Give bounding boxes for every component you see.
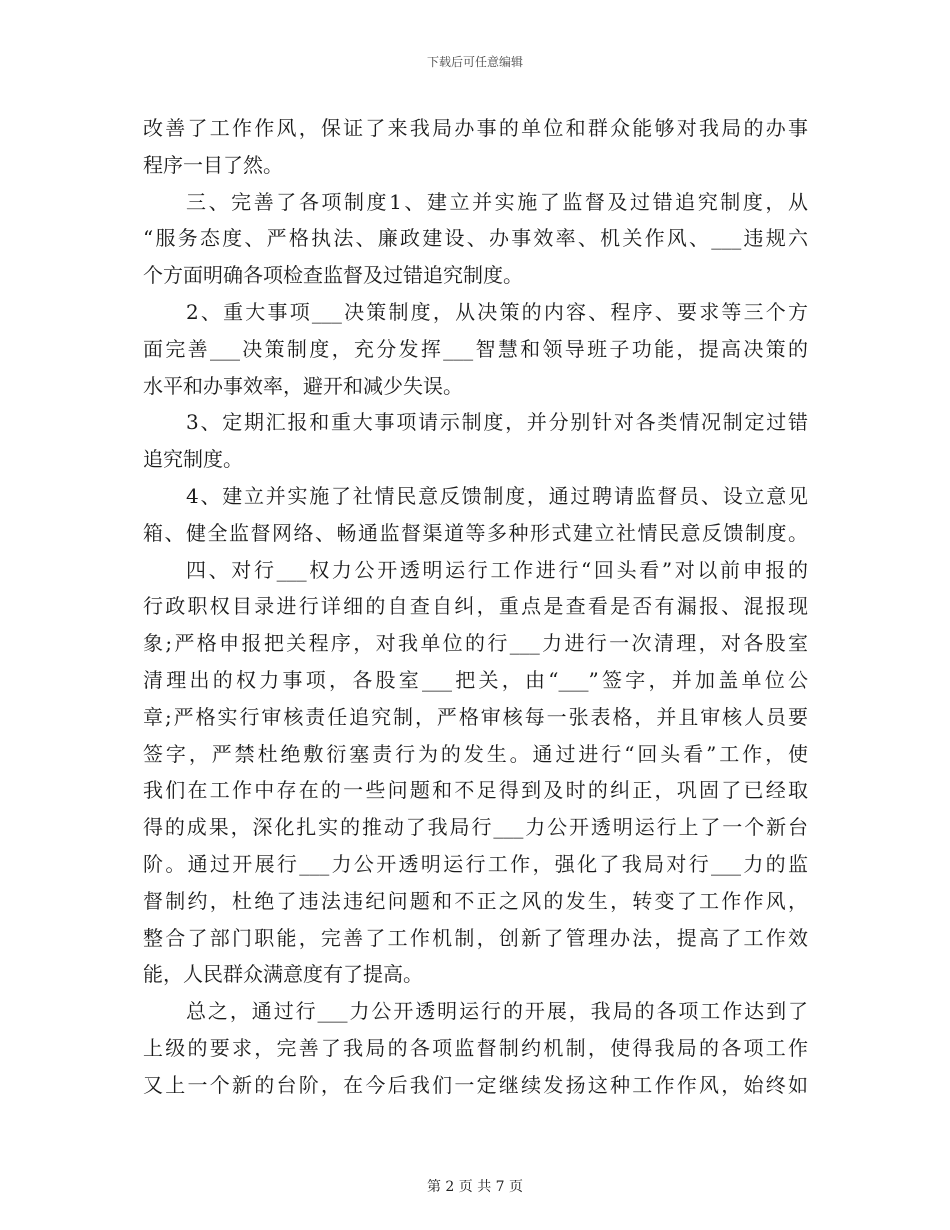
text-line: 追究制度。 bbox=[143, 447, 243, 472]
text-line: 改善了工作作风，保证了来我局办事的单位和群众能够对我局的办事 bbox=[143, 116, 808, 140]
text-line: 能，人民群众满意度有了提高。 bbox=[143, 962, 423, 987]
text-line: 水平和办事效率，避开和减少失误。 bbox=[143, 373, 463, 398]
text-line: 总之，通过行___力公开透明运行的开展，我局的各项工作达到了 bbox=[186, 999, 808, 1024]
text-line: 行政职权目录进行详细的自查自纠，重点是查看是否有漏报、混报现 bbox=[143, 594, 808, 619]
text-line: 三、完善了各项制度1、建立并实施了监督及过错追究制度，从 bbox=[186, 189, 808, 214]
page-header-note: 下载后可任意编辑 bbox=[426, 55, 523, 69]
text-line: 整合了部门职能，完善了工作机制，创新了管理办法，提高了工作效 bbox=[143, 925, 808, 950]
text-line: 签字，严禁杜绝敷衍塞责行为的发生。通过进行“回头看”工作，使 bbox=[143, 741, 808, 766]
text-line: 个方面明确各项检查监督及过错追究制度。 bbox=[143, 263, 523, 288]
text-line: 箱、健全监督网络、畅通监督渠道等多种形式建立社情民意反馈制度。 bbox=[143, 520, 808, 545]
text-line: 上级的要求，完善了我局的各项监督制约机制，使得我局的各项工作 bbox=[143, 1035, 808, 1060]
document-body bbox=[143, 110, 808, 1104]
text-line: “服务态度、严格执法、廉政建设、办事效率、机关作风、___违规六 bbox=[143, 226, 808, 251]
text-line: 我们在工作中存在的一些问题和不足得到及时的纠正，巩固了已经取 bbox=[143, 778, 808, 803]
text-line: 阶。通过开展行___力公开透明运行工作，强化了我局对行___力的监 bbox=[143, 851, 808, 876]
text-line: 2、重大事项___决策制度，从决策的内容、程序、要求等三个方 bbox=[186, 299, 808, 324]
text-line: 4、建立并实施了社情民意反馈制度，通过聘请监督员、设立意见 bbox=[186, 483, 808, 508]
text-line: 清理出的权力事项，各股室___把关，由“___”签字，并加盖单位公 bbox=[143, 667, 808, 692]
text-line: 督制约，杜绝了违法违纪问题和不正之风的发生，转变了工作作风， bbox=[143, 888, 808, 913]
text-line: 程序一目了然。 bbox=[143, 152, 283, 177]
text-line: 又上一个新的台阶，在今后我们一定继续发扬这种工作作风，始终如 bbox=[143, 1072, 808, 1097]
text-line: 得的成果，深化扎实的推动了我局行___力公开透明运行上了一个新台 bbox=[143, 815, 808, 840]
page-number: 第 2 页 共 7 页 bbox=[426, 1179, 524, 1195]
text-line: 象;严格申报把关程序，对我单位的行___力进行一次清理，对各股室 bbox=[143, 631, 808, 656]
text-line: 面完善___决策制度，充分发挥___智慧和领导班子功能，提高决策的 bbox=[143, 336, 808, 361]
text-line: 3、定期汇报和重大事项请示制度，并分别针对各类情况制定过错 bbox=[186, 410, 808, 435]
text-line: 章;严格实行审核责任追究制，严格审核每一张表格，并且审核人员要 bbox=[143, 704, 808, 729]
text-line: 四、对行___权力公开透明运行工作进行“回头看”对以前申报的 bbox=[186, 557, 808, 582]
